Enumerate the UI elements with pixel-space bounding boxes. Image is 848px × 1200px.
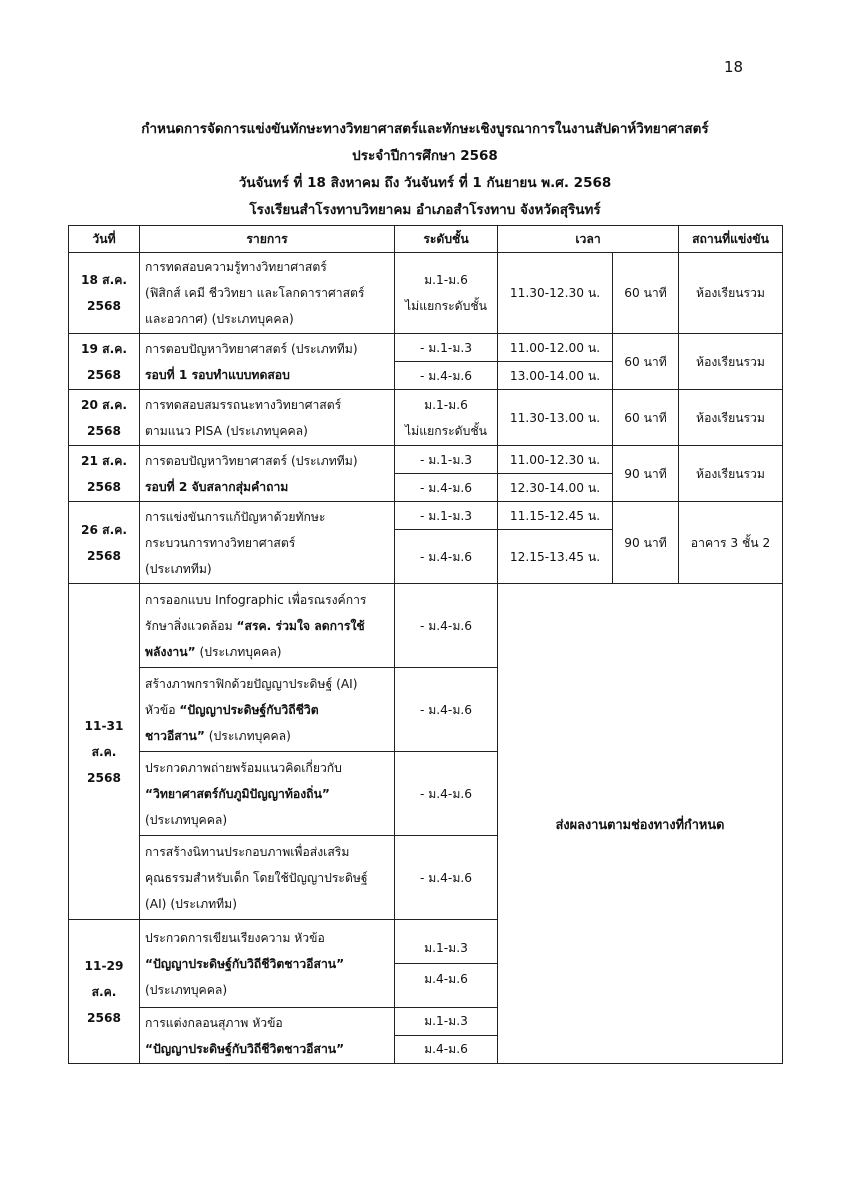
row-level: - ม.4-ม.6	[395, 668, 498, 752]
row-place: ห้องเรียนรวม	[679, 334, 783, 390]
row-time: 11.30-13.00 น.	[498, 390, 613, 446]
row-duration: 60 นาที	[613, 334, 679, 390]
header-item: รายการ	[140, 226, 395, 253]
row-level: ม.1-ม.6 ไม่แยกระดับชั้น	[395, 253, 498, 334]
header-title: กำหนดการจัดการแข่งขันทักษะทางวิทยาศาสตร์และทักษะเชิงบูรณาการในงานสัปดาห์วิทยาศาสตร์	[141, 121, 709, 137]
page-number: 18	[724, 58, 744, 76]
row-time: 11.00-12.00 น.	[498, 334, 613, 362]
document-header	[68, 116, 782, 224]
group-a-date: 11-31 ส.ค. 2568	[69, 584, 140, 920]
row-duration: 60 นาที	[613, 390, 679, 446]
row-place: ห้องเรียนรวม	[679, 446, 783, 502]
row-date: 26 ส.ค. 2568	[69, 502, 140, 584]
table-header-row	[69, 226, 783, 253]
row-date: 19 ส.ค. 2568	[69, 334, 140, 390]
table-row	[69, 502, 783, 530]
row-time: 11.30-12.30 น.	[498, 253, 613, 334]
header-school: โรงเรียนสำโรงทาบวิทยาคม อำเภอสำโรงทาบ จังหวัดสุรินทร์	[249, 202, 601, 218]
row-level: - ม.4-ม.6	[395, 474, 498, 502]
row-item: การสร้างนิทานประกอบภาพเพื่อส่งเสริม คุณธรรมสำหรับเด็ก โดยใช้ปัญญาประดิษฐ์ (AI) (ประเภททีม)	[140, 836, 395, 920]
row-duration: 60 นาที	[613, 253, 679, 334]
row-item: การตอบปัญหาวิทยาศาสตร์ (ประเภททีม) รอบที่ 1 รอบทำแบบทดสอบ	[140, 334, 395, 390]
header-academic-year: ประจำปีการศึกษา 2568	[352, 148, 498, 164]
row-time: 11.00-12.30 น.	[498, 446, 613, 474]
row-time: 12.30-14.00 น.	[498, 474, 613, 502]
row-level: ม.1-ม.3 ม.4-ม.6	[395, 1008, 498, 1064]
row-level: - ม.4-ม.6	[395, 362, 498, 390]
header-place: สถานที่แข่งขัน	[679, 226, 783, 253]
header-level: ระดับชั้น	[395, 226, 498, 253]
row-item: การทดสอบสมรรถนะทางวิทยาศาสตร์ ตามแนว PISA (ประเภทบุคคล)	[140, 390, 395, 446]
row-level: - ม.4-ม.6	[395, 752, 498, 836]
row-item: การทดสอบความรู้ทางวิทยาศาสตร์ (ฟิสิกส์ เคมี ชีววิทยา และโลกดาราศาสตร์ และอวกาศ) (ประเภทบุคคล)	[140, 253, 395, 334]
row-level: ม.1-ม.6 ไม่แยกระดับชั้น	[395, 390, 498, 446]
schedule-table	[68, 225, 783, 1064]
row-level: - ม.4-ม.6	[395, 836, 498, 920]
table-row	[69, 253, 783, 334]
row-item: สร้างภาพกราฟิกด้วยปัญญาประดิษฐ์ (AI) หัวข้อ “ปัญญาประดิษฐ์กับวิถีชีวิต ชาวอีสาน” (ประเภทบุคคล)	[140, 668, 395, 752]
row-item: การออกแบบ Infographic เพื่อรณรงค์การ รักษาสิ่งแวดล้อม “สรค. ร่วมใจ ลดการใช้ พลังงาน” (ประเภทบุคคล)	[140, 584, 395, 668]
table-row	[69, 334, 783, 362]
submission-note: ส่งผลงานตามช่องทางที่กำหนด	[498, 584, 783, 1064]
row-item: การแต่งกลอนสุภาพ หัวข้อ “ปัญญาประดิษฐ์กับวิถีชีวิตชาวอีสาน”	[140, 1008, 395, 1064]
header-time: เวลา	[498, 226, 679, 253]
table-row	[69, 446, 783, 474]
row-date: 20 ส.ค. 2568	[69, 390, 140, 446]
row-level: - ม.4-ม.6	[395, 530, 498, 584]
row-duration: 90 นาที	[613, 446, 679, 502]
row-level: ม.1-ม.3 ม.4-ม.6	[395, 920, 498, 1008]
row-level: - ม.1-ม.3	[395, 334, 498, 362]
group-b-date: 11-29 ส.ค. 2568	[69, 920, 140, 1064]
row-place: อาคาร 3 ชั้น 2	[679, 502, 783, 584]
row-level: - ม.1-ม.3	[395, 446, 498, 474]
row-item: ประกวดการเขียนเรียงความ หัวข้อ “ปัญญาประดิษฐ์กับวิถีชีวิตชาวอีสาน” (ประเภทบุคคล)	[140, 920, 395, 1008]
header-date-range: วันจันทร์ ที่ 18 สิงหาคม ถึง วันจันทร์ ที่ 1 กันยายน พ.ศ. 2568	[238, 175, 612, 191]
row-item: การตอบปัญหาวิทยาศาสตร์ (ประเภททีม) รอบที่ 2 จับสลากสุ่มคำถาม	[140, 446, 395, 502]
row-date: 21 ส.ค. 2568	[69, 446, 140, 502]
table-row	[69, 390, 783, 446]
row-level: - ม.4-ม.6	[395, 584, 498, 668]
row-item: การแข่งขันการแก้ปัญหาด้วยทักษะ กระบวนการทางวิทยาศาสตร์ (ประเภททีม)	[140, 502, 395, 584]
row-time: 12.15-13.45 น.	[498, 530, 613, 584]
row-item: ประกวดภาพถ่ายพร้อมแนวคิดเกี่ยวกับ “วิทยาศาสตร์กับภูมิปัญญาท้องถิ่น” (ประเภทบุคคล)	[140, 752, 395, 836]
row-place: ห้องเรียนรวม	[679, 253, 783, 334]
table-row	[69, 584, 783, 668]
row-time: 13.00-14.00 น.	[498, 362, 613, 390]
row-place: ห้องเรียนรวม	[679, 390, 783, 446]
row-level: - ม.1-ม.3	[395, 502, 498, 530]
row-date: 18 ส.ค. 2568	[69, 253, 140, 334]
row-duration: 90 นาที	[613, 502, 679, 584]
row-time: 11.15-12.45 น.	[498, 502, 613, 530]
header-date: วันที่	[69, 226, 140, 253]
